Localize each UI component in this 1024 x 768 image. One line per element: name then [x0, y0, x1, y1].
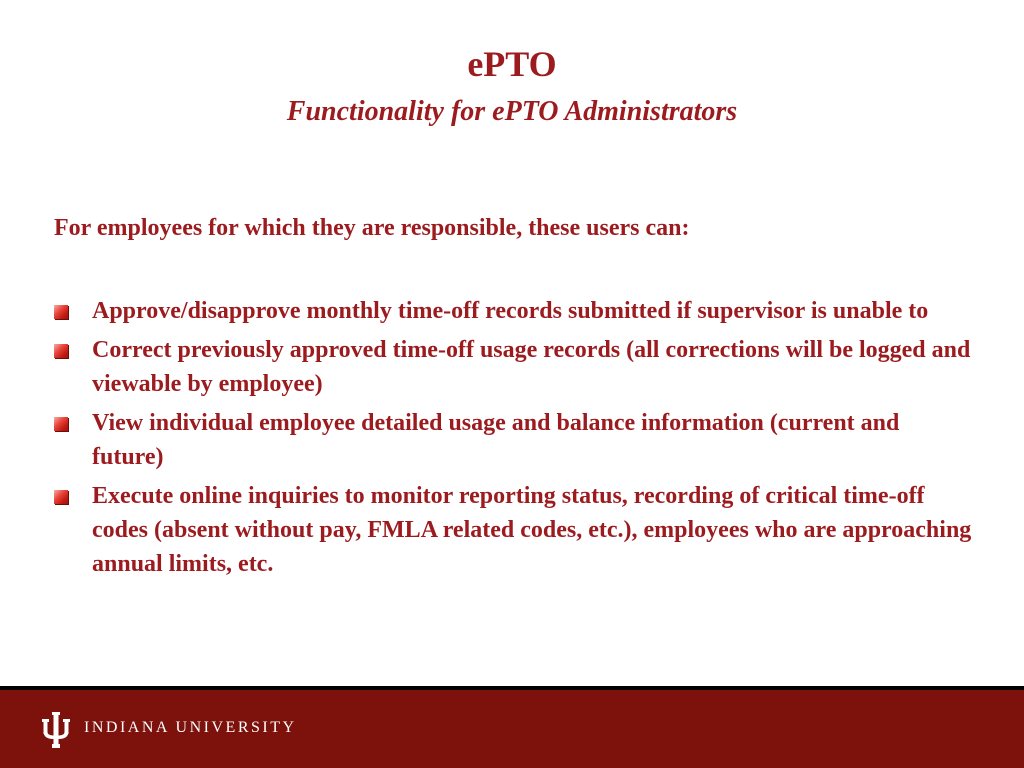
bullet-item — [54, 333, 974, 401]
footer-bar — [0, 690, 1024, 768]
bullet-item — [54, 294, 974, 328]
iu-trident-icon — [40, 712, 72, 748]
org-name: INDIANA UNIVERSITY — [84, 719, 297, 736]
slide-subtitle: Functionality for ePTO Administrators — [286, 96, 738, 127]
square-bullet-icon — [54, 344, 68, 358]
square-bullet-icon — [54, 305, 68, 319]
bullet-list — [54, 294, 974, 586]
square-bullet-icon — [54, 490, 68, 504]
bullet-text: Correct previously approved time-off usage records (all corrections will be logged and viewable by employee) — [92, 337, 971, 397]
bullet-item — [54, 406, 974, 474]
square-bullet-icon — [54, 417, 68, 431]
bullet-text: Approve/disapprove monthly time-off records submitted if supervisor is unable to — [92, 298, 929, 324]
slide-title: ePTO — [467, 44, 557, 84]
bullet-text: View individual employee detailed usage and balance information (current and future) — [92, 410, 900, 470]
bullet-text: Execute online inquiries to monitor reporting status, recording of critical time-off codes (absent without pay, FMLA related codes, etc.), employees who are approaching annual limits, etc. — [92, 483, 972, 577]
bullet-item — [54, 479, 974, 581]
intro-text: For employees for which they are responsible, these users can: — [54, 215, 690, 241]
